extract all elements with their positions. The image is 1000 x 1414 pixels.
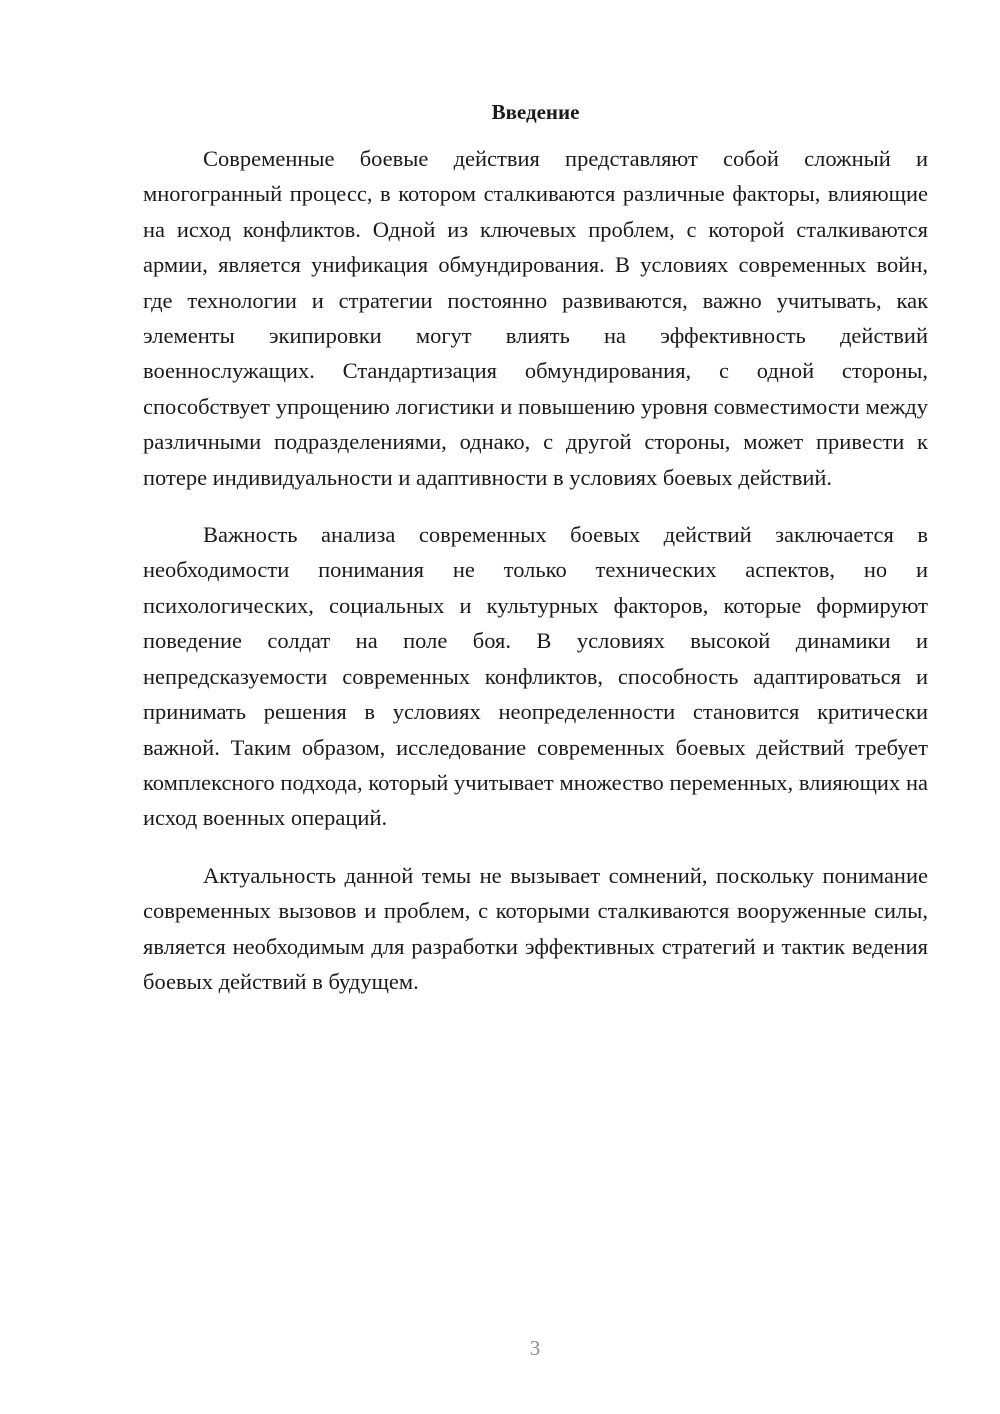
section-heading: Введение [491, 100, 580, 124]
paragraph-2: Важность анализа современных боевых действий заключается в необходимости понимания не только технических аспектов, но и психологических, социальных и культурных факторов, которые формируют поведение солдат на поле боя. В условиях высокой динамики и непредсказуемости современных конфликтов, способность адаптироваться и принимать решения в условиях неопределенности становится критически важной. Таким образом, исследование современных боевых действий требует комплексного подхода, который учитывает множество переменных, влияющих на исход военных операций. [143, 522, 928, 831]
page-number: 3 [529, 1336, 541, 1360]
paragraph-1: Современные боевые действия представляют собой сложный и многогранный процесс, в котором сталкиваются различные факторы, влияющие на исход конфликтов. Одной из ключевых проблем, с которой сталкиваются армии, является унификация обмундирования. В условиях современных войн, где технологии и стратегии постоянно развиваются, важно учитывать, как элементы экипировки могут влиять на эффективность действий военнослужащих. Стандартизация обмундирования, с одной стороны, способствует упрощению логистики и повышению уровня совместимости между различными подразделениями, однако, с другой стороны, может привести к потере индивидуальности и адаптивности в условиях боевых действий. [143, 146, 928, 490]
paragraph-3: Актуальность данной темы не вызывает сомнений, поскольку понимание современных вызовов и проблем, с которыми сталкиваются вооруженные силы, является необходимым для разработки эффективных стратегий и тактик ведения боевых действий в будущем. [143, 862, 928, 994]
body-text [143, 141, 928, 999]
